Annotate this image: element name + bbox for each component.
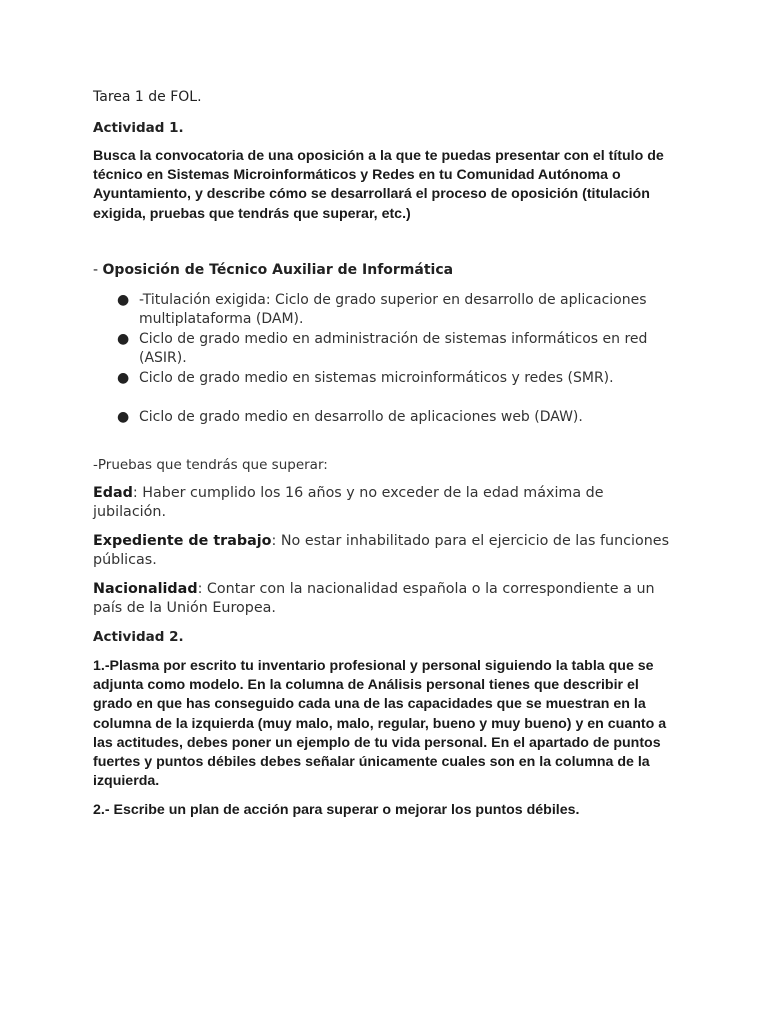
test-desc: : Contar con la nacionalidad española o la correspondiente a un país de la Unión Europea. xyxy=(93,581,655,616)
document-title: Tarea 1 de FOL. xyxy=(93,89,202,105)
test-item-nationality xyxy=(93,580,678,618)
activity1-instruction: Busca la convocatoria de una oposición a la que te puedas presentar con el título de técnico en Sistemas Microinformáticos y Redes en tu Comunidad Autónoma o Ayuntamiento, y describe cómo se desarrollará el proceso de oposición (titulación exigida, pruebas que tendrás que superar, etc.) xyxy=(93,148,664,222)
requirement-label: -Titulación exigida: xyxy=(139,292,276,308)
requirement-text: Ciclo de grado medio en administración de sistemas informáticos en red (ASIR). xyxy=(139,331,648,366)
test-desc: : No estar inhabilitado para el ejercicio de las funciones públicas. xyxy=(93,533,670,568)
opposition-heading-title: Oposición de Técnico Auxiliar de Informática xyxy=(102,262,454,278)
requirement-text: Ciclo de grado medio en sistemas microinformáticos y redes (SMR). xyxy=(139,370,614,386)
activity2-heading: Actividad 2. xyxy=(93,629,184,645)
activity1-heading: Actividad 1. xyxy=(93,120,184,136)
bullet-icon: ● xyxy=(117,292,130,308)
opposition-heading xyxy=(93,262,453,278)
activity2-instruction-2: 2.- Escribe un plan de acción para superar o mejorar los puntos débiles. xyxy=(93,802,580,818)
opposition-heading-prefix: - xyxy=(93,262,103,278)
activity2-instruction-1: 1.-Plasma por escrito tu inventario profesional y personal siguiendo la tabla que se adjunta como modelo. En la columna de Análisis personal tienes que describir el grado en que has conseguido cada una de las capacidades que se muestran en la columna de la izquierda (muy malo, malo, regular, bueno y muy bueno) y en cuanto a las actitudes, debes poner un ejemplo de tu vida personal. En el apartado de puntos fuertes y puntos débiles debes señalar únicamente cuales son en la columna de la izquierda. xyxy=(93,658,667,790)
bullet-icon: ● xyxy=(117,370,130,386)
test-desc: : Haber cumplido los 16 años y no exceder de la edad máxima de jubilación. xyxy=(93,485,604,520)
bullet-icon: ● xyxy=(117,331,130,347)
test-term: Nacionalidad xyxy=(93,581,198,597)
bullet-icon: ● xyxy=(117,409,130,425)
requirement-text: Ciclo de grado superior en desarrollo de aplicaciones multiplataforma (DAM). xyxy=(139,292,647,327)
test-item-record xyxy=(93,532,678,570)
requirement-text: Ciclo de grado medio en desarrollo de aplicaciones web (DAW). xyxy=(139,409,583,425)
test-item-age xyxy=(93,484,678,522)
test-term: Edad xyxy=(93,485,133,501)
tests-intro: -Pruebas que tendrás que superar: xyxy=(93,457,328,473)
test-term: Expediente de trabajo xyxy=(93,533,272,549)
